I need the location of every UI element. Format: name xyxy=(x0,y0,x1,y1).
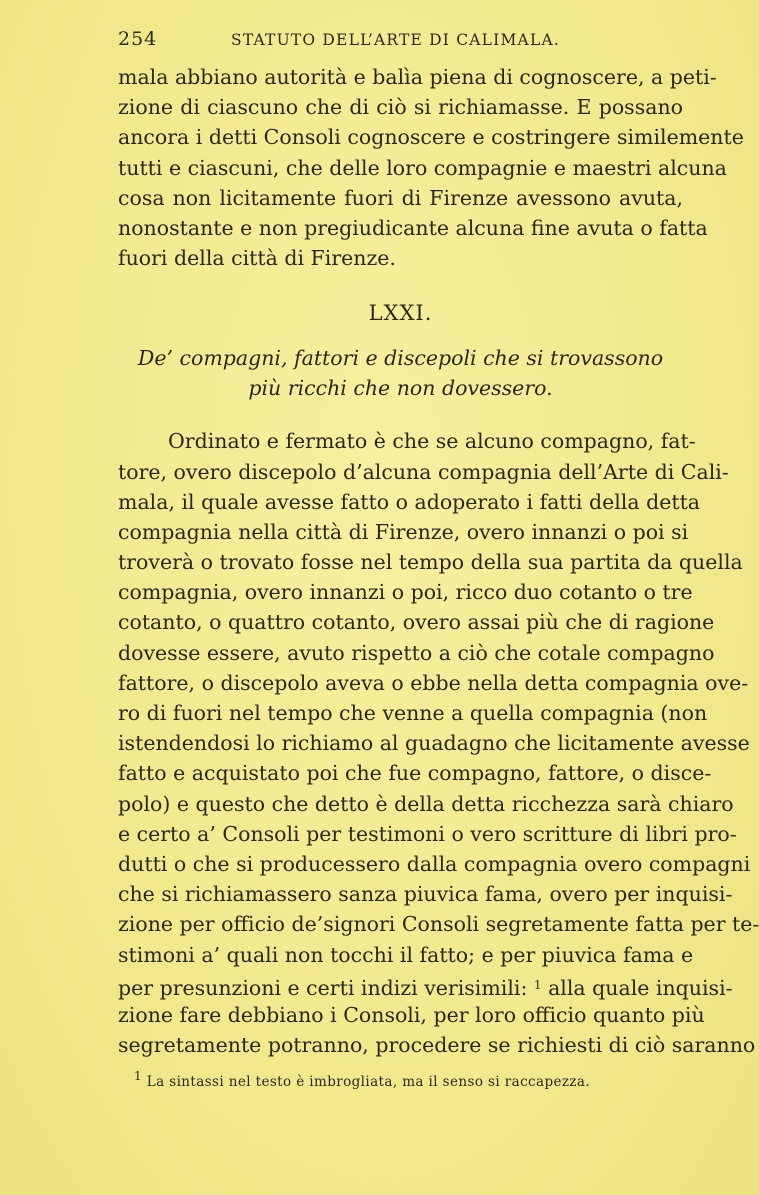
paragraph-continuation xyxy=(118,62,744,273)
text-line: tutti e ciascuni, che delle loro compagnie e maestri alcuna xyxy=(118,155,727,180)
page-content xyxy=(118,28,759,1091)
text-line: compagnia, overo innanzi o poi, ricco duo cotanto o tre xyxy=(118,580,693,605)
text-line: fattore, o discepolo aveva o ebbe nella detta compagnia ove- xyxy=(118,670,749,695)
footnote xyxy=(118,1069,683,1090)
text-line: zione per officio de’signori Consoli segretamente fatta per te- xyxy=(118,912,759,937)
text-line: tore, overo discepolo d’alcuna compagnia dell’Arte di Cali- xyxy=(118,459,729,484)
text-line: dutti o che si producessero dalla compagnia overo compagni xyxy=(118,851,751,876)
chapter-number: LXXI. xyxy=(368,301,433,326)
chapter-title-line: più ricchi che non dovessero. xyxy=(248,376,553,401)
text-line: cotanto, o quattro cotanto, overo assai più che di ragione xyxy=(118,610,715,635)
text-line: che si richiamassero sanza piuvica fama, overo per inquisi- xyxy=(118,882,733,907)
text-line: fatto e acquistato poi che fue compagno, fattore, o disce- xyxy=(118,761,712,786)
footnote-reference[interactable]: 1 xyxy=(533,977,542,992)
text-line: stimoni a’ quali non tocchi il fatto; e per piuvica fama e xyxy=(118,942,694,967)
text-line: ancora i detti Consoli cognoscere e costringere similemente xyxy=(118,125,744,150)
text-line: mala abbiano autorità e balìa piena di cognoscere, a peti- xyxy=(118,65,717,89)
text-line: polo) e questo che detto è della detta ricchezza sarà chiaro xyxy=(118,791,734,816)
text-line: e certo a’ Consoli per testimoni o vero scritture di libri pro- xyxy=(118,821,737,846)
text-line: nonostante e non pregiudicante alcuna fine avuta o fatta xyxy=(118,215,708,240)
chapter-title xyxy=(118,343,683,403)
text-line: zione fare debbiano i Consoli, per loro officio quanto più xyxy=(118,1002,705,1027)
text-line: dovesse essere, avuto rispetto a ciò che cotale compagno xyxy=(118,640,715,665)
footnote-marker: 1 xyxy=(134,1069,143,1084)
text-line: segretamente potranno, procedere se richiesti di ciò saranno xyxy=(118,1033,756,1058)
text-line-tail: alla quale inquisi- xyxy=(548,975,733,1000)
text-line: troverà o trovato fosse nel tempo della sua partita da quella xyxy=(118,550,743,575)
text-line: compagnia nella città di Firenze, overo innanzi o poi si xyxy=(118,519,689,544)
page-number: 254 xyxy=(118,28,158,50)
text-line-head: per presunzioni e certi indizi verisimili: xyxy=(118,975,528,1000)
text-line: mala, il quale avesse fatto o adoperato i fatti della detta xyxy=(118,489,701,514)
text-line: zione di ciascuno che di ciò si richiamasse. E possano xyxy=(118,95,683,120)
text-line: ro di fuori nel tempo che venne a quella compagnia (non xyxy=(118,701,708,725)
text-line: Ordinato e fermato è che se alcuno compagno, fat- xyxy=(168,429,696,454)
text-line: fuori della città di Firenze. xyxy=(118,246,396,271)
text-line: istendendosi lo richiamo al guadagno che licitamente avesse xyxy=(118,731,750,756)
running-head xyxy=(118,28,683,54)
chapter-title-line: De’ compagni, fattori e discepoli che si trovassono xyxy=(137,346,664,371)
text-line: cosa non licitamente fuori di Firenze avessono avuta, xyxy=(118,185,683,210)
footnote-text: La sintassi nel testo è imbrogliata, ma il senso si raccapezza. xyxy=(146,1074,591,1091)
chapter-paragraph xyxy=(118,426,759,1060)
text-line-with-footnote xyxy=(118,970,733,1000)
running-title: STATUTO DELL’ARTE DI CALIMALA. xyxy=(231,31,560,49)
